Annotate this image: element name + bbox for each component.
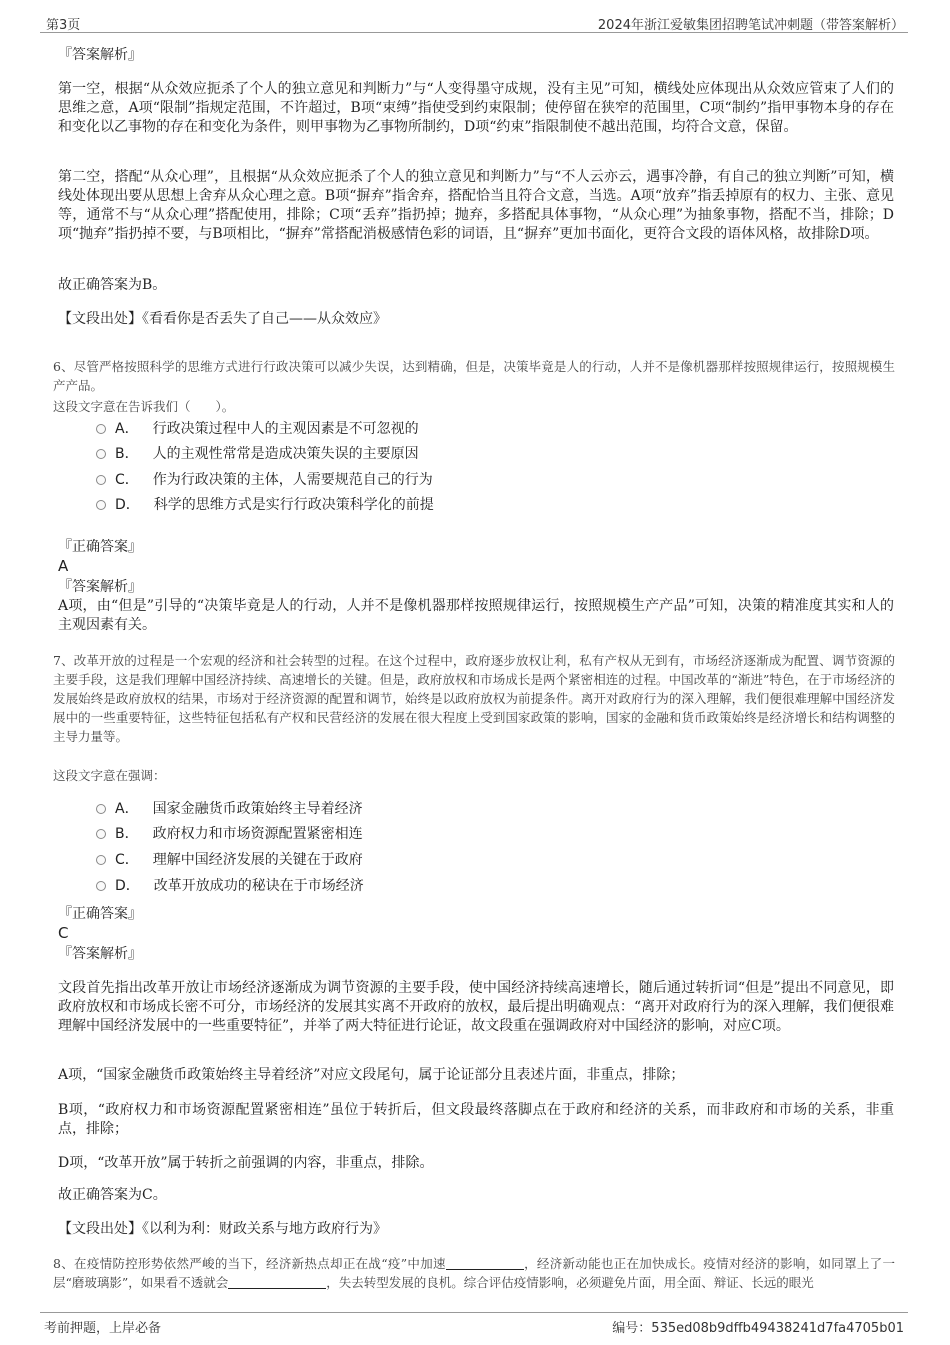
q6-answer: A	[58, 557, 69, 575]
page-number: 第3页	[46, 18, 81, 33]
q5-analysis-para1: 第一空，根据“从众效应扼杀了个人的独立意见和判断力”与“人变得墨守成规，没有主见”可知，横线处应体现出从众效应管束了人们的思维之意，A项“限制”指规定范围，不许超过，B项“束缚”指使受到约束限制；使停留在狭窄的范围里，C项“制约”指甲事物本身的存在和变化以乙事物的存在和变化为条件，则甲事物为乙事物所制约，D项“约束”指限制使不越出范围，均符合文意，保留。	[58, 81, 894, 135]
q5-source: 【文段出处】《看看你是否丢失了自己——从众效应》	[58, 311, 387, 327]
q7-option-c[interactable]: C． 理解中国经济发展的关键在于政府	[96, 850, 363, 870]
document-title: 2024年浙江爱敏集团招聘笔试冲刺题（带答案解析）	[597, 18, 904, 33]
q5-conclusion: 故正确答案为B。	[58, 277, 167, 293]
q8-stem: 8、在疫情防控形势依然严峻的当下，经济新热点却正在战“疫”中加速 ，经济新动能也正在加快成长。疫情对经济的影响，如同罩上了一层“磨玻璃影”，如果看不透就会 ，失去转型发展的良机。综合评估疫情影响，必须避免片面，用全面、辩证、长远的眼光	[53, 1256, 895, 1290]
document-id: 编号：535ed08b9dffb49438241d7fa4705b01	[612, 1321, 904, 1336]
q7-analysis-label: 『答案解析』	[58, 946, 142, 962]
q6-stem: 6、尽管严格按照科学的思维方式进行行政决策可以减少失误，达到精确，但是，决策毕竟是人的行动，人并不是像机器那样按照规律运行，按照规模生产产品。	[53, 359, 895, 393]
q7-prompt: 这段文字意在强调：	[53, 768, 166, 783]
radio-icon[interactable]	[96, 881, 106, 891]
radio-icon[interactable]	[96, 804, 106, 814]
q7-option-a[interactable]: A． 国家金融货币政策始终主导着经济	[96, 799, 363, 819]
q5-analysis-label: 『答案解析』	[58, 47, 142, 63]
q7-analysis-para4: D项，“改革开放”属于转折之前强调的内容，非重点，排除。	[58, 1155, 434, 1171]
page-header	[40, 14, 908, 33]
q6-option-d[interactable]: D． 科学的思维方式是实行行政决策科学化的前提	[96, 495, 434, 515]
q6-option-b[interactable]: B． 人的主观性常常是造成决策失误的主要原因	[96, 444, 419, 464]
radio-icon[interactable]	[96, 424, 106, 434]
q8-blank-1[interactable]	[446, 1257, 524, 1270]
q7-option-d[interactable]: D． 改革开放成功的秘诀在于市场经济	[96, 876, 364, 896]
radio-icon[interactable]	[96, 475, 106, 485]
q7-analysis-para2: A项，“国家金融货币政策始终主导着经济”对应文段尾句，属于论证部分且表述片面，非重点，排除；	[58, 1067, 685, 1083]
q7-source: 【文段出处】《以利为利：财政关系与地方政府行为》	[58, 1221, 387, 1237]
q7-stem: 7、改革开放的过程是一个宏观的经济和社会转型的过程。在这个过程中，政府逐步放权让利，私有产权从无到有，市场经济逐渐成为配置、调节资源的主要手段，这是我们理解中国经济持续、高速增长的关键。但是，政府放权和市场成长是两个紧密相连的过程。中国改革的“渐进”特色，在于市场经济的发展始终是政府放权的结果，市场对于经济资源的配置和调节，始终是以政府放权为前提条件。离开对政府行为的深入理解，我们便很难理解中国经济发展中的一些重要特征，这些特征包括私有产权和民营经济的发展在很大程度上受到国家政策的影响，国家的金融和货币政策始终是经济增长和结构调整的主导力量等。	[53, 653, 895, 744]
q6-analysis-label: 『答案解析』	[58, 579, 142, 595]
q6-option-a[interactable]: A． 行政决策过程中人的主观因素是不可忽视的	[96, 419, 419, 439]
footer-slogan: 考前押题，上岸必备	[44, 1321, 162, 1336]
radio-icon[interactable]	[96, 829, 106, 839]
q8-blank-2[interactable]	[228, 1276, 326, 1289]
radio-icon[interactable]	[96, 500, 106, 510]
page-footer	[40, 1312, 908, 1335]
q7-analysis-para3: B项，“政府权力和市场资源配置紧密相连”虽位于转折后，但文段最终落脚点在于政府和经济的关系，而非政府和市场的关系，非重点，排除；	[58, 1102, 894, 1137]
q7-conclusion: 故正确答案为C。	[58, 1187, 167, 1203]
q7-option-b[interactable]: B． 政府权力和市场资源配置紧密相连	[96, 824, 363, 844]
radio-icon[interactable]	[96, 855, 106, 865]
q7-correct-label: 『正确答案』	[58, 906, 142, 922]
q7-answer: C	[58, 924, 69, 942]
q5-analysis-para2: 第二空，搭配“从众心理”，且根据“从众效应扼杀了个人的独立意见和判断力”与“不人云亦云，遇事冷静，有自己的独立判断”可知，横线处体现出要从思想上舍弃从众心理之意。B项“摒弃”指舍弃，搭配恰当且符合文意，当选。A项“放弃”指丢掉原有的权力、主张、意见等，通常不与“从众心理”搭配使用，排除；C项“丢弃”指扔掉；抛弃，多搭配具体事物，“从众心理”为抽象事物，搭配不当，排除；D项“抛弃”指扔掉不要，与B项相比，“摒弃”常搭配消极感情色彩的词语，且“摒弃”更加书面化，更符合文段的语体风格，故排除D项。	[58, 169, 894, 242]
q6-correct-label: 『正确答案』	[58, 539, 142, 555]
q6-prompt: 这段文字意在告诉我们（ ）。	[53, 399, 235, 414]
radio-icon[interactable]	[96, 449, 106, 459]
q6-analysis: A项，由“但是”引导的“决策毕竟是人的行动，人并不是像机器那样按照规律运行，按照规模生产产品”可知，决策的精准度其实和人的主观因素有关。	[58, 598, 894, 633]
q7-analysis-para1: 文段首先指出改革开放让市场经济逐渐成为调节资源的主要手段，使中国经济持续高速增长，随后通过转折词“但是”提出不同意见，即政府放权和市场成长密不可分，市场经济的发展其实离不开政府的放权，最后提出明确观点：“离开对政府行为的深入理解，我们便很难理解中国经济发展中的一些重要特征”，并举了两大特征进行论证，故文段重在强调政府对中国经济的影响，对应C项。	[58, 980, 894, 1034]
q6-option-c[interactable]: C． 作为行政决策的主体，人需要规范自己的行为	[96, 470, 433, 490]
